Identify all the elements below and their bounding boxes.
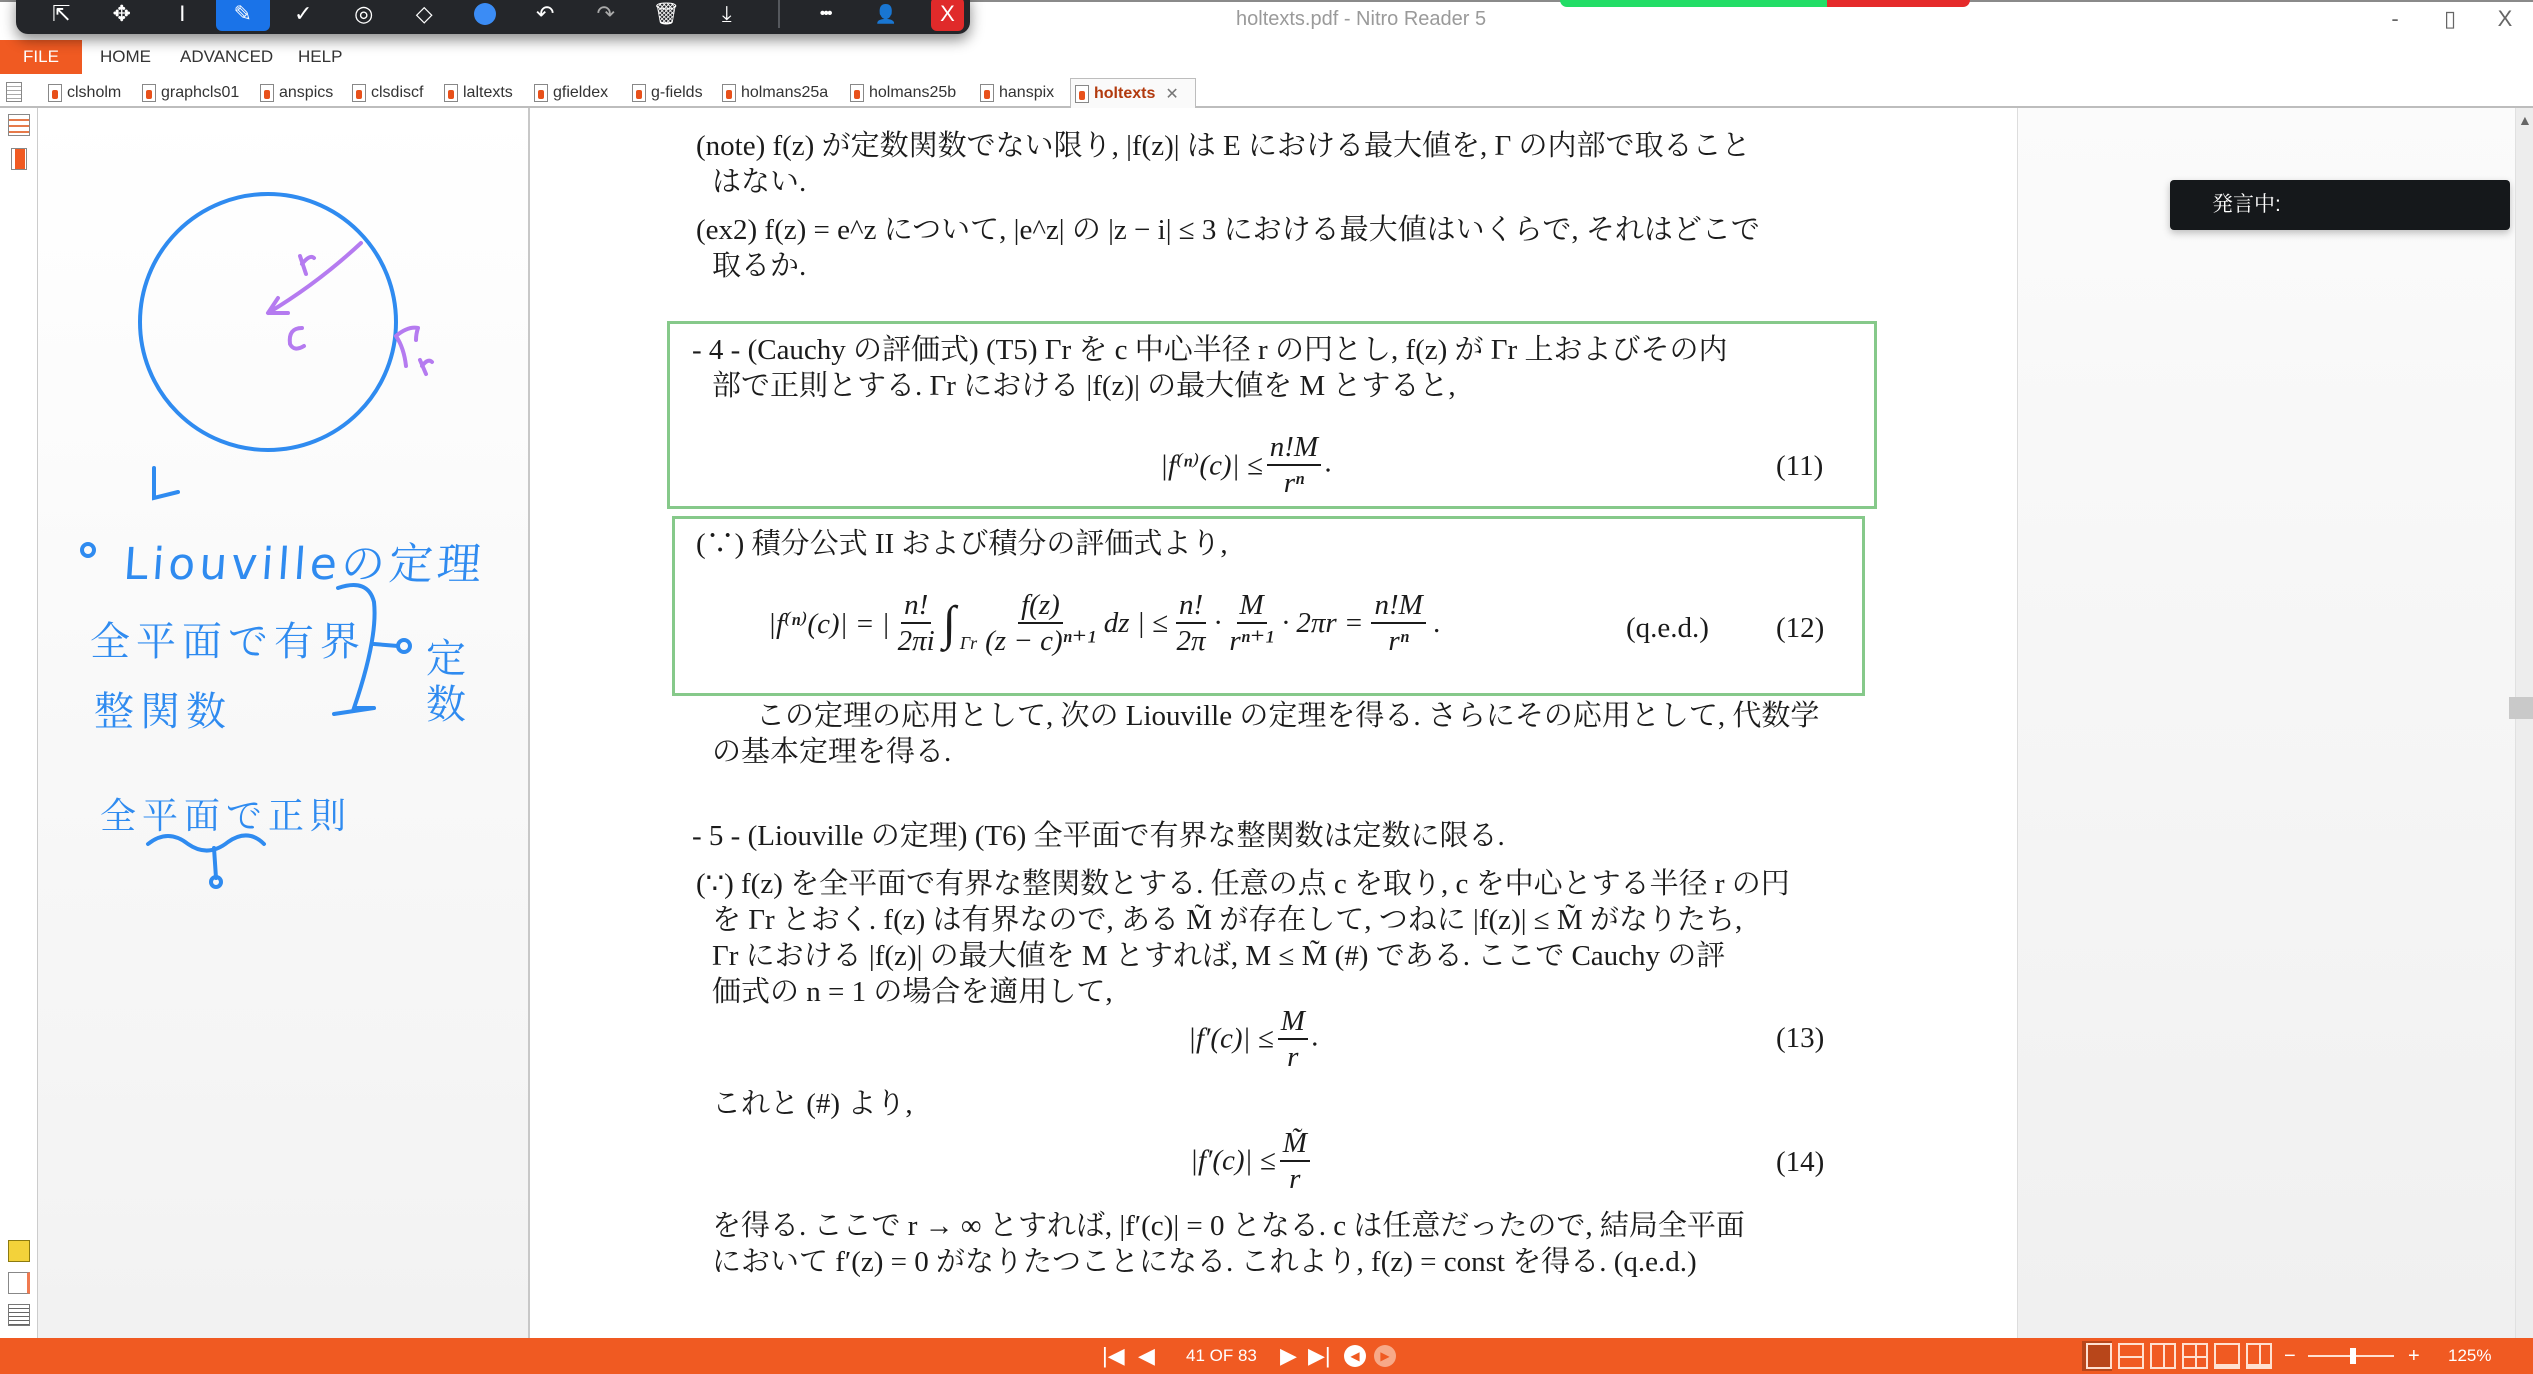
minimize-button[interactable]: -: [2391, 6, 2399, 31]
users-icon[interactable]: 👤: [874, 3, 897, 24]
page-list-icon[interactable]: [6, 82, 22, 102]
equation-number-14: (14): [1776, 1146, 1825, 1178]
document-background: [2017, 108, 2515, 1338]
comments-icon[interactable]: [8, 1240, 30, 1262]
continuous-facing-view-icon[interactable]: [2182, 1343, 2208, 1369]
pdf-file-icon: [48, 84, 62, 102]
download-icon[interactable]: ⤓: [721, 1, 732, 26]
whiteboard-panel[interactable]: [38, 108, 530, 1338]
speaking-indicator: 発言中:: [2170, 180, 2510, 230]
zoom-level[interactable]: 125%: [2448, 1346, 2492, 1365]
para-line-2: の基本定理を得る.: [712, 736, 952, 768]
scroll-up-icon[interactable]: ▲: [2518, 112, 2532, 128]
note-bounded: 全平面で有界: [90, 619, 366, 665]
pen-icon[interactable]: ✎: [216, 0, 271, 31]
proof5-line-2: を Γr とおく. f(z) は有界なので, ある M̃ が存在して, つねに |f(z)| ≤ M̃ がなりたち,: [712, 904, 1743, 936]
presentation-view-icon[interactable]: [2246, 1343, 2272, 1369]
note-line-1: (note) f(z) が定数関数でない限り, |f(z)| は E における最大値を, Γ の内部で取ること: [696, 130, 1751, 162]
toolbar-divider: [778, 0, 780, 28]
equation-11: |f⁽ⁿ⁾(c)| ≤ $\frac{n!M}{\text{rⁿ}}$ .: [1160, 431, 1333, 499]
menu-bar: [0, 40, 2533, 74]
pdf-file-icon: [722, 84, 736, 102]
eraser-icon[interactable]: ◇: [415, 1, 433, 26]
para-line-1: この定理の応用として, 次の Liouville の定理を得る. さらにその応用として, 代数学: [756, 700, 1820, 732]
proof4-line-1: (∵) 積分公式 II および積分の評価式より,: [696, 528, 1228, 560]
tab-gfieldex[interactable]: gfieldex: [530, 78, 612, 108]
note-holomorphic: 全平面で正則: [100, 796, 353, 837]
qed-label: (q.e.d.): [1626, 612, 1709, 644]
tab-clsholm[interactable]: clsholm: [44, 78, 125, 108]
tab-holmans25a[interactable]: holmans25a: [718, 78, 832, 108]
thm5-line-1: - 5 - (Liouville の定理) (T6) 全平面で有界な整関数は定数に限る.: [692, 820, 1505, 852]
call-status-indicator[interactable]: [1560, 0, 1970, 7]
circle-contour-drawing: [140, 194, 396, 450]
equation-12: |f⁽ⁿ⁾(c)| = | $\frac{n!}{2\pi i}$ ∫ $_{\Gamma r}$ $\frac{f(z)}{\text{(z − c)ⁿ⁺¹}}$ dz | ≤ $\frac{n!}{2\pi}$ · $\frac{M}{\text{rⁿ⁺¹}}$ · 2πr = $\frac{n!M}{\text{rⁿ}}$ .: [768, 589, 1442, 657]
maximize-button[interactable]: ▯: [2443, 6, 2457, 31]
equation-number-11: (11): [1776, 450, 1824, 482]
equation-number-12: (12): [1776, 612, 1825, 644]
redo-icon[interactable]: ↷: [596, 1, 615, 26]
proof5-line-5: これと (#) より,: [712, 1088, 913, 1120]
more-icon[interactable]: •••: [819, 5, 831, 22]
equation-13: |f′(c)| ≤ $\frac{M}{r}$ .: [1188, 1005, 1320, 1073]
zoom-in-button[interactable]: +: [2408, 1345, 2420, 1367]
scrollbar-thumb[interactable]: [2509, 697, 2533, 719]
close-toolbar-button[interactable]: X: [931, 0, 964, 31]
fullscreen-view-icon[interactable]: [2214, 1343, 2240, 1369]
thm4-line-1: - 4 - (Cauchy の評価式) (T5) Γr を c 中心半径 r の円とし, f(z) が Γr 上およびその内: [692, 334, 1728, 366]
close-window-button[interactable]: X: [2497, 6, 2513, 31]
delete-icon[interactable]: 🗑: [652, 1, 681, 26]
tab-hanspix[interactable]: hanspix: [976, 78, 1058, 108]
pdf-file-icon: [534, 84, 548, 102]
menu-home[interactable]: HOME: [100, 47, 151, 66]
pdf-file-icon: [142, 84, 156, 102]
first-page-button[interactable]: |◀: [1102, 1343, 1125, 1368]
proof5-line-7: において f′(z) = 0 がなりたつことになる. これより, f(z) = const を得る. (q.e.d.): [712, 1246, 1697, 1278]
proof5-line-1: (∵) f(z) を全平面で有界な整関数とする. 任意の点 c を取り, c を中心とする半径 r の円: [696, 868, 1790, 900]
previous-page-button[interactable]: ◀: [1138, 1343, 1155, 1368]
history-back-button[interactable]: ◀: [1344, 1345, 1366, 1367]
zoom-slider-handle[interactable]: [2350, 1348, 2356, 1364]
tab-holtexts[interactable]: holtexts ✕: [1070, 78, 1196, 108]
select-arrow-icon[interactable]: ⇱: [52, 1, 71, 26]
ex2-line-1: (ex2) f(z) = e^z について, |e^z| の |z − i| ≤ 3 における最大値はいくらで, それはどこで: [696, 214, 1760, 246]
document-tab-bar: [0, 76, 2533, 108]
proof5-line-6: を得る. ここで r → ∞ とすれば, |f′(c)| = 0 となる. c は任意だったので, 結局全平面: [712, 1210, 1745, 1242]
facing-view-icon[interactable]: [2150, 1343, 2176, 1369]
close-tab-icon[interactable]: ✕: [1165, 85, 1179, 103]
tab-anspics[interactable]: anspics: [256, 78, 337, 108]
proof5-line-4: 価式の n = 1 の場合を適用して,: [712, 976, 1113, 1008]
continuous-view-icon[interactable]: [2118, 1343, 2144, 1369]
note-line-2: はない.: [712, 166, 807, 198]
pdf-page[interactable]: [530, 108, 2017, 1338]
annotation-toolbar: [16, 0, 970, 34]
history-forward-button[interactable]: ▶: [1374, 1345, 1396, 1367]
status-bar: [0, 1338, 2533, 1374]
tab-graphcls01[interactable]: graphcls01: [138, 78, 243, 108]
color-dot-icon: [474, 3, 496, 25]
note-constant: 定数: [426, 636, 466, 728]
equation-14: |f′(c)| ≤ $\frac{M̃}{r}$: [1190, 1126, 1314, 1196]
menu-help[interactable]: HELP: [298, 47, 343, 66]
window-title: holtexts.pdf - Nitro Reader 5: [1236, 8, 1487, 30]
outline-list-icon[interactable]: [8, 1304, 30, 1326]
last-page-button[interactable]: ▶|: [1308, 1343, 1331, 1368]
tab-g-fields[interactable]: g-fields: [628, 78, 707, 108]
proof5-line-3: Γr における |f(z)| の最大値を M とすれば, M ≤ M̃ (#) である. ここで Cauchy の評: [712, 940, 1726, 972]
check-icon[interactable]: ✓: [294, 1, 313, 26]
tab-holmans25b[interactable]: holmans25b: [846, 78, 960, 108]
page-indicator[interactable]: 41 OF 83: [1186, 1346, 1257, 1365]
move-icon[interactable]: ✥: [112, 1, 131, 26]
menu-advanced[interactable]: ADVANCED: [180, 47, 274, 66]
vertical-scrollbar[interactable]: [2515, 108, 2533, 1338]
pdf-file-icon: [352, 84, 366, 102]
pdf-file-icon: [850, 84, 864, 102]
pdf-file-icon: [980, 84, 994, 102]
tab-clsdiscf[interactable]: clsdiscf: [348, 78, 427, 108]
equation-number-13: (13): [1776, 1022, 1825, 1054]
ex2-line-2: 取るか.: [712, 250, 807, 282]
search-document-icon[interactable]: [8, 114, 30, 136]
thm4-line-2: 部で正則とする. Γr における |f(z)| の最大値を M とすると,: [712, 370, 1456, 402]
undo-icon[interactable]: ↶: [536, 1, 555, 26]
next-page-button[interactable]: ▶: [1280, 1343, 1297, 1368]
pdf-file-icon: [632, 84, 646, 102]
note-liouville-title: Liouvilleの定理: [121, 539, 487, 590]
bookmark-icon[interactable]: [11, 148, 27, 170]
attachments-icon[interactable]: [8, 1272, 30, 1294]
single-page-view-icon: [2086, 1343, 2112, 1369]
pdf-file-icon: [1075, 85, 1089, 103]
stamp-icon[interactable]: ◎: [354, 1, 374, 26]
left-panel-rail: [0, 108, 38, 1338]
note-entire-function: 整関数: [94, 689, 232, 735]
color-picker-button[interactable]: [458, 0, 513, 31]
tab-laltexts[interactable]: laltexts: [440, 78, 517, 108]
text-cursor-icon[interactable]: I: [179, 1, 186, 26]
pdf-file-icon: [444, 84, 458, 102]
pdf-file-icon: [260, 84, 274, 102]
menu-file[interactable]: FILE: [0, 40, 82, 74]
zoom-out-button[interactable]: −: [2284, 1345, 2296, 1367]
